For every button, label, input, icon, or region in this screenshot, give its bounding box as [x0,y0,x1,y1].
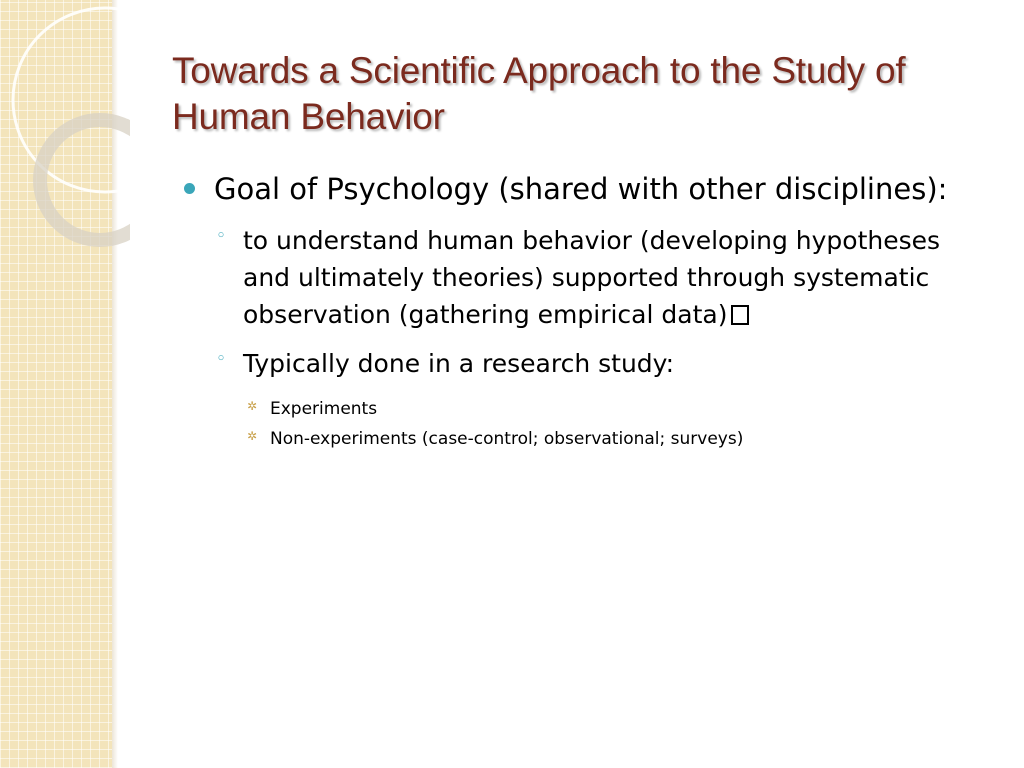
bullet-text-goal-of-psychology: Goal of Psychology (shared with other disciplines): [214,172,948,206]
bullet-item-level2 [214,222,984,333]
bullet-star-icon: ✲ [247,399,258,413]
bullet-ring-icon: ◦ [216,349,227,369]
bullet-item-level3 [243,394,984,424]
bullet-ring-icon: ◦ [216,226,227,246]
bullet-text-research-study: Typically done in a research study: [243,349,675,378]
decorative-rings-graphic [0,0,130,260]
bullet-text-experiments: Experiments [270,399,378,419]
slide-title: Towards a Scientific Approach to the Study of Human Behavior [172,50,906,137]
bullet-list [184,170,984,454]
bullet-star-icon: ✲ [247,429,258,443]
bullet-dot-icon [184,183,195,194]
bullet-text-understand-behavior: to understand human behavior (developing hypotheses and ultimately theories) supported through systematic observation (gathering empirical data) [243,226,941,329]
bullet-item-level2 [214,345,984,382]
bullet-item-level1 [184,170,984,208]
bullet-item-level3 [243,424,984,454]
missing-glyph-box-icon [731,305,749,325]
bullet-text-non-experiments: Non-experiments (case-control; observational; surveys) [270,429,744,449]
